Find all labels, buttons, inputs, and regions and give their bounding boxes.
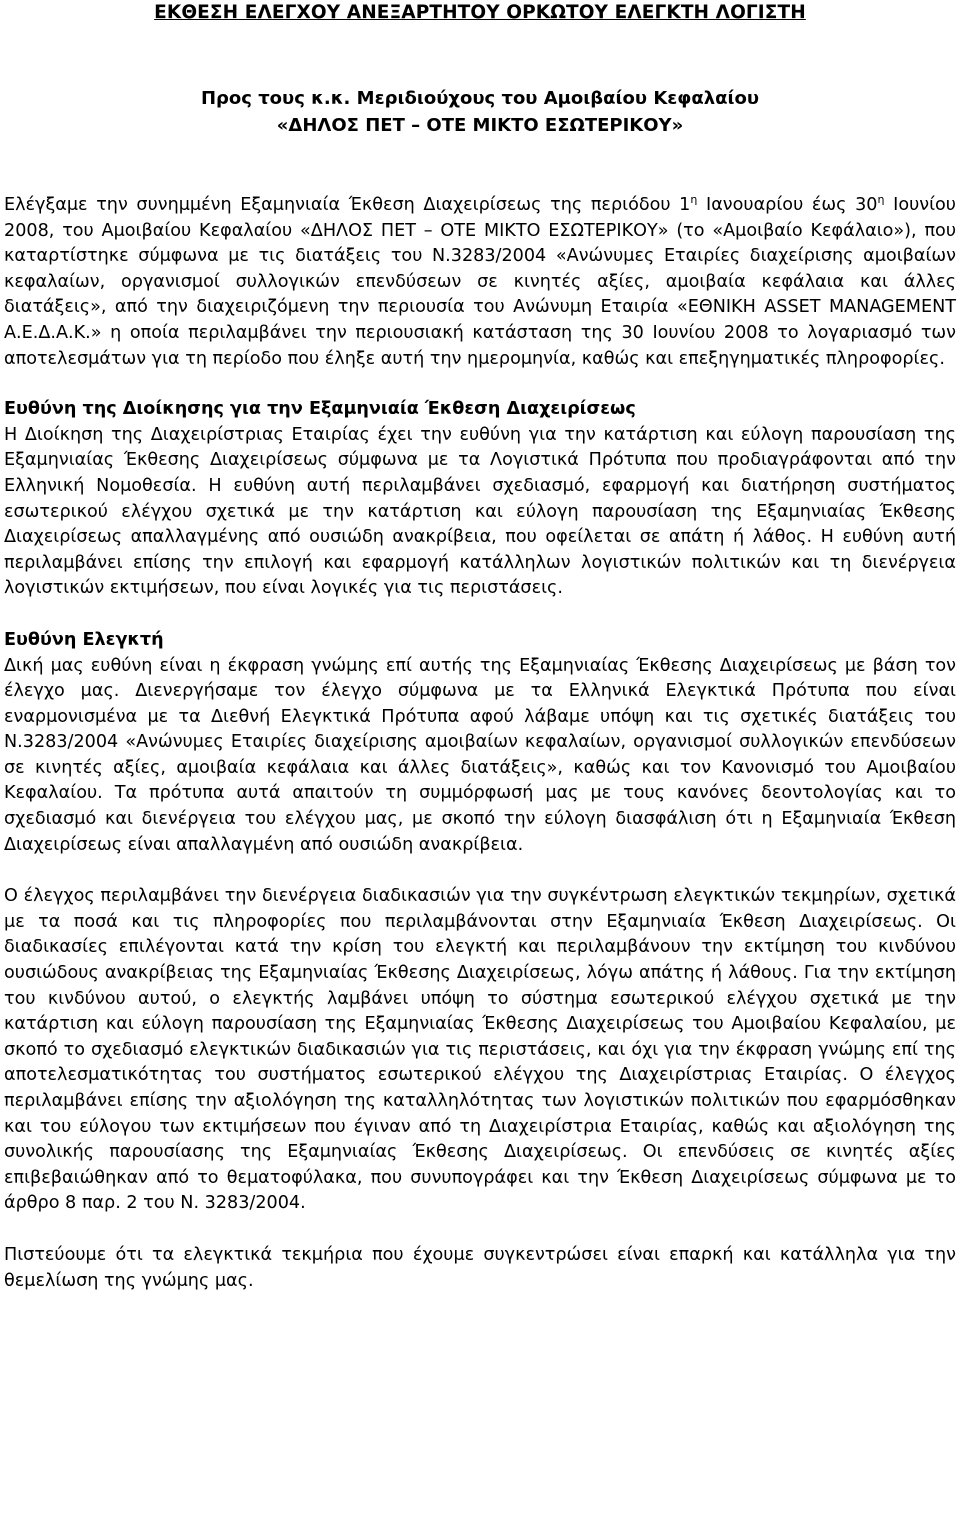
addressee-line-2: «ΔΗΛΟΣ ΠΕΤ – ΟΤΕ ΜΙΚΤΟ ΕΣΩΤΕΡΙΚΟΥ» bbox=[276, 115, 684, 136]
audit-procedures-paragraph: Ο έλεγχος περιλαμβάνει την διενέργεια διαδικασιών για την συγκέντρωση ελεγκτικών τεκμηρίων, σχετικά με τα ποσά και τις πληροφορίες που περιλαμβάνονται στην Εξαμηνιαία Έκθεση Διαχειρίσεως. Οι διαδικασίες επιλέγονται κατά την κρίση του ελεγκτή και περιλαμβάνουν την εκτίμηση του κινδύνου ουσιώδους ανακρίβειας της Εξαμηνιαίας Έκθεσης Διαχειρίσεως, λόγω απάτης ή λάθους. Για την εκτίμηση του κινδύνου αυτού, ο ελεγκτής λαμβάνει υπόψη το σύστημα εσωτερικού ελέγχου σχετικά με την κατάρτιση και εύλογη παρουσίαση της Εξαμηνιαίας Έκθεσης Διαχειρίσεως του Αμοιβαίου Κεφαλαίου, με σκοπό το σχεδιασμό ελεγκτικών διαδικασιών για τις περιστάσεις, και όχι για την έκφραση γνώμης επί της αποτελεσματικότητας του συστήματος εσωτερικού ελέγχου της Διαχειρίστριας Εταιρίας. Ο έλεγχος περιλαμβάνει επίσης την αξιολόγηση της καταλληλότητας των λογιστικών πολιτικών που εφαρμόσθηκαν και του εύλογου των εκτιμήσεων που έγιναν από τη Διαχειρίστρια Εταιρίας, καθώς και αξιολόγηση της συνολικής παρουσίασης της Εξαμηνιαίας Έκθεσης Διαχειρίσεως. Οι επενδύσεις σε κινητές αξίες επιβεβαιώθηκαν από το θεματοφύλακα, που συνυπογράφει και την Έκθεση Διαχειρίσεως σύμφωνα με το άρθρο 8 παρ. 2 του Ν. 3283/2004. bbox=[4, 886, 956, 1214]
intro-text-part-2: Ιανουαρίου έως 30 bbox=[697, 195, 878, 215]
intro-paragraph bbox=[4, 193, 956, 372]
spacer bbox=[4, 602, 956, 628]
audit-evidence-paragraph: Πιστεύουμε ότι τα ελεγκτικά τεκμήρια που έχουμε συγκεντρώσει είναι επαρκή και κατάλληλα για την θεμελίωση της γνώμης μας. bbox=[4, 1244, 956, 1291]
spacer bbox=[4, 858, 956, 884]
intro-text-part-3: Ιουνίου 2008, του Αμοιβαίου Κεφαλαίου «ΔΗΛΟΣ ΠΕΤ – ΟΤΕ ΜΙΚΤΟ ΕΣΩΤΕΡΙΚΟΥ» (το «Αμοιβαίο Κεφάλαιο»), που καταρτίστηκε σύμφωνα με τις διατάξεις του Ν.3283/2004 «Ανώνυμες Εταιρίες διαχείρισης αμοιβαίων κεφαλαίων, οργανισμοί συλλογικών επενδύσεων σε κινητές αξίες, αμοιβαία κεφάλαια και άλλες διατάξεις», από την διαχειριζόμενη την περιουσία του Ανώνυμη Εταιρία «ΕΘΝΙΚΗ ASSET MANAGEMENT Α.Ε.Δ.Α.Κ.» η οποία περιλαμβάνει την περιουσιακή κατάσταση της 30 Ιουνίου 2008 το λογαριασμό των αποτελεσμάτων για τη περίοδο που έληξε αυτή την ημερομηνία, καθώς και επεξηγηματικές πληροφορίες. bbox=[4, 195, 956, 369]
report-body bbox=[4, 193, 956, 1294]
auditor-responsibility-heading: Ευθύνη Ελεγκτή bbox=[4, 629, 164, 650]
auditor-responsibility-text: Δική μας ευθύνη είναι η έκφραση γνώμης επί αυτής της Εξαμηνιαίας Έκθεσης Διαχειρίσεως με βάση τον έλεγχο μας. Διενεργήσαμε τον έλεγχο σύμφωνα με τα Ελληνικά Ελεγκτικά Πρότυπα που είναι εναρμονισμένα με τα Διεθνή Ελεγκτικά Πρότυπα αφού λάβαμε υπόψη και τις σχετικές διατάξεις του Ν.3283/2004 «Ανώνυμες Εταιρίες διαχείρισης αμοιβαίων κεφαλαίων, οργανισμοί συλλογικών επενδύσεων σε κινητές αξίες, αμοιβαία κεφάλαια και άλλες διατάξεις», καθώς και τον Κανονισμό του Αμοιβαίου Κεφαλαίου. Τα πρότυπα αυτά απαιτούν τη συμμόρφωσή μας με τους κανόνες δεοντολογίας και το σχεδιασμό και διενέργεια του ελέγχου μας, με σκοπό την εύλογη διασφάλιση ότι η Εξαμηνιαία Έκθεση Διαχειρίσεως είναι απαλλαγμένη από ουσιώδη ανακρίβεια. bbox=[4, 655, 956, 855]
management-responsibility-text: Η Διοίκηση της Διαχειρίστριας Εταιρίας έχει την ευθύνη για την κατάρτιση και εύλογη παρουσίαση της Εξαμηνιαίας Έκθεσης Διαχειρίσεως σύμφωνα με τα Λογιστικά Πρότυπα που προδιαγράφονται από την Ελληνική Νομοθεσία. Η ευθύνη αυτή περιλαμβάνει σχεδιασμό, εφαρμογή και διατήρηση συστήματος εσωτερικού ελέγχου σχετικά με την κατάρτιση και εύλογη παρουσίαση της Εξαμηνιαίας Έκθεσης Διαχειρίσεως απαλλαγμένης από ουσιώδη ανακρίβεια, που οφείλεται σε απάτη ή λάθος. Η ευθύνη αυτή περιλαμβάνει επίσης την επιλογή και εφαρμογή κατάλληλων λογιστικών πολιτικών και τη διενέργεια λογιστικών εκτιμήσεων, που είναι λογικές για τις περιστάσεις. bbox=[4, 424, 956, 599]
addressee-block bbox=[0, 85, 960, 139]
addressee-line-1: Προς τους κ.κ. Μεριδιούχους του Αμοιβαίου Κεφαλαίου bbox=[200, 88, 760, 109]
management-responsibility-heading: Ευθύνη της Διοίκησης για την Εξαμηνιαία Έκθεση Διαχειρίσεως bbox=[4, 399, 636, 420]
spacer bbox=[4, 1217, 956, 1243]
intro-superscript-2: η bbox=[877, 193, 885, 207]
report-title: ΕΚΘΕΣΗ ΕΛΕΓΧΟΥ ΑΝΕΞΑΡΤΗΤΟΥ ΟΡΚΩΤΟΥ ΕΛΕΓΚΤΗ ΛΟΓΙΣΤΗ bbox=[154, 2, 806, 23]
intro-superscript-1: η bbox=[690, 193, 698, 207]
spacer bbox=[4, 372, 956, 397]
intro-text-part-1: Ελέγξαμε την συνημμένη Εξαμηνιαία Έκθεση Διαχειρίσεως της περιόδου 1 bbox=[4, 195, 691, 215]
